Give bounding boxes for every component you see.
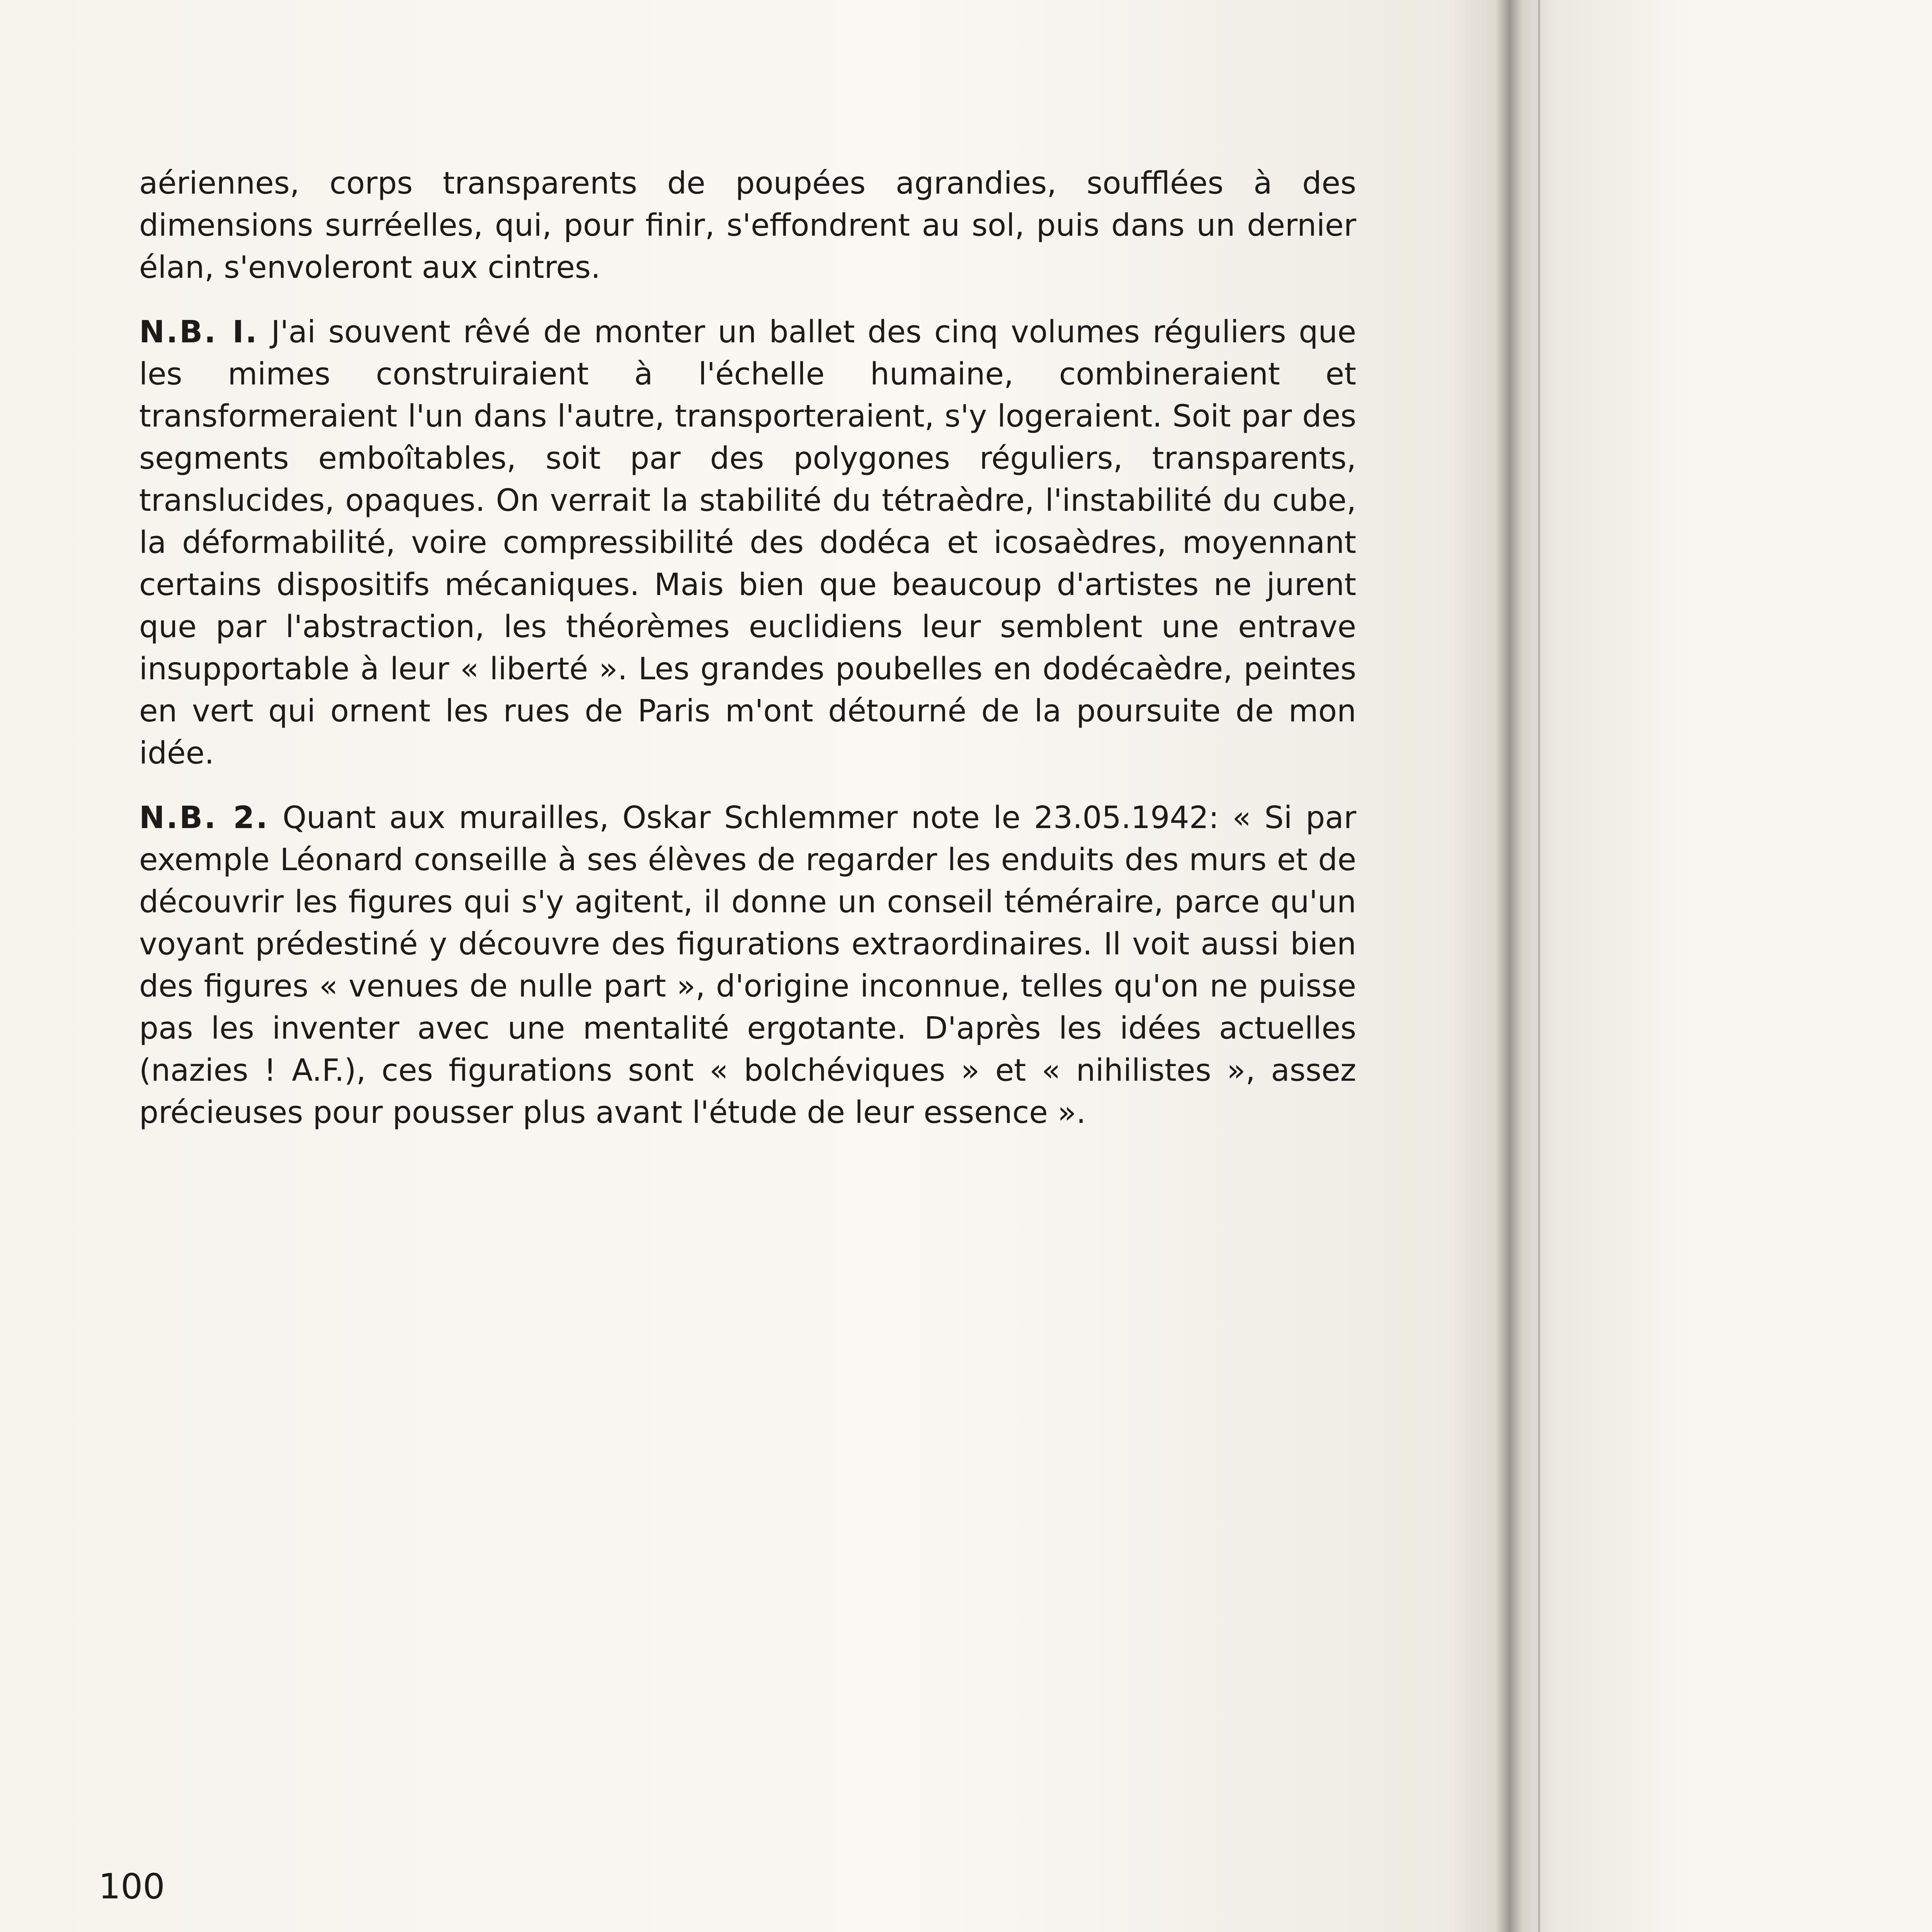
book-gutter-shadow (1495, 0, 1522, 1932)
body-text (139, 162, 1356, 1134)
nb-label: N.B. I. (139, 314, 259, 350)
page-number: 100 (99, 1866, 165, 1907)
book-gutter-edge (1538, 0, 1540, 1932)
right-page (1509, 0, 1932, 1932)
paragraph-nb-1 (139, 311, 1356, 774)
paragraph-text: J'ai souvent rêvé de monter un ballet des cinq volumes réguliers que les mimes construiraient à l'échelle humaine, combineraient et transformeraient l'un dans l'autre, transporteraient, s'y logeraient. Soit par des segments emboîtables, soit par des polygones réguliers, transparents, translucides, opaques. On verrait la stabilité du tétraèdre, l'instabilité du cube, la déformabilité, voire compressibilité des dodéca et icosaèdres, moyennant certains dispositifs mécaniques. Mais bien que beaucoup d'artistes ne jurent que par l'abstraction, les théorèmes euclidiens leur semblent une entrave insupportable à leur « liberté ». Les grandes poubelles en dodécaèdre, peintes en vert qui ornent les rues de Paris m'ont détourné de la poursuite de mon idée. (139, 314, 1356, 771)
paragraph-continuation (139, 162, 1356, 289)
paragraph-nb-2 (139, 797, 1356, 1134)
paragraph-text: Quant aux murailles, Oskar Schlemmer note le 23.05.1942: « Si par exemple Léonard conseille à ses élèves de regarder les enduits des murs et de découvrir les figures qui s'y agitent, il donne un conseil téméraire, parce qu'un voyant prédestiné y découvre des figurations extraordinaires. Il voit aussi bien des figures « venues de nulle part », d'origine inconnue, telles qu'on ne puisse pas les inventer avec une mentalité ergotante. D'après les idées actuelles (nazies ! A.F.), ces figurations sont « bolchéviques » et « nihilistes », assez précieuses pour pousser plus avant l'étude de leur essence ». (139, 800, 1356, 1130)
paragraph-text: aériennes, corps transparents de poupées agrandies, soufflées à des dimensions surréelles, qui, pour finir, s'effondrent au sol, puis dans un dernier élan, s'envoleront aux cintres. (139, 165, 1356, 285)
nb-label: N.B. 2. (139, 800, 269, 835)
